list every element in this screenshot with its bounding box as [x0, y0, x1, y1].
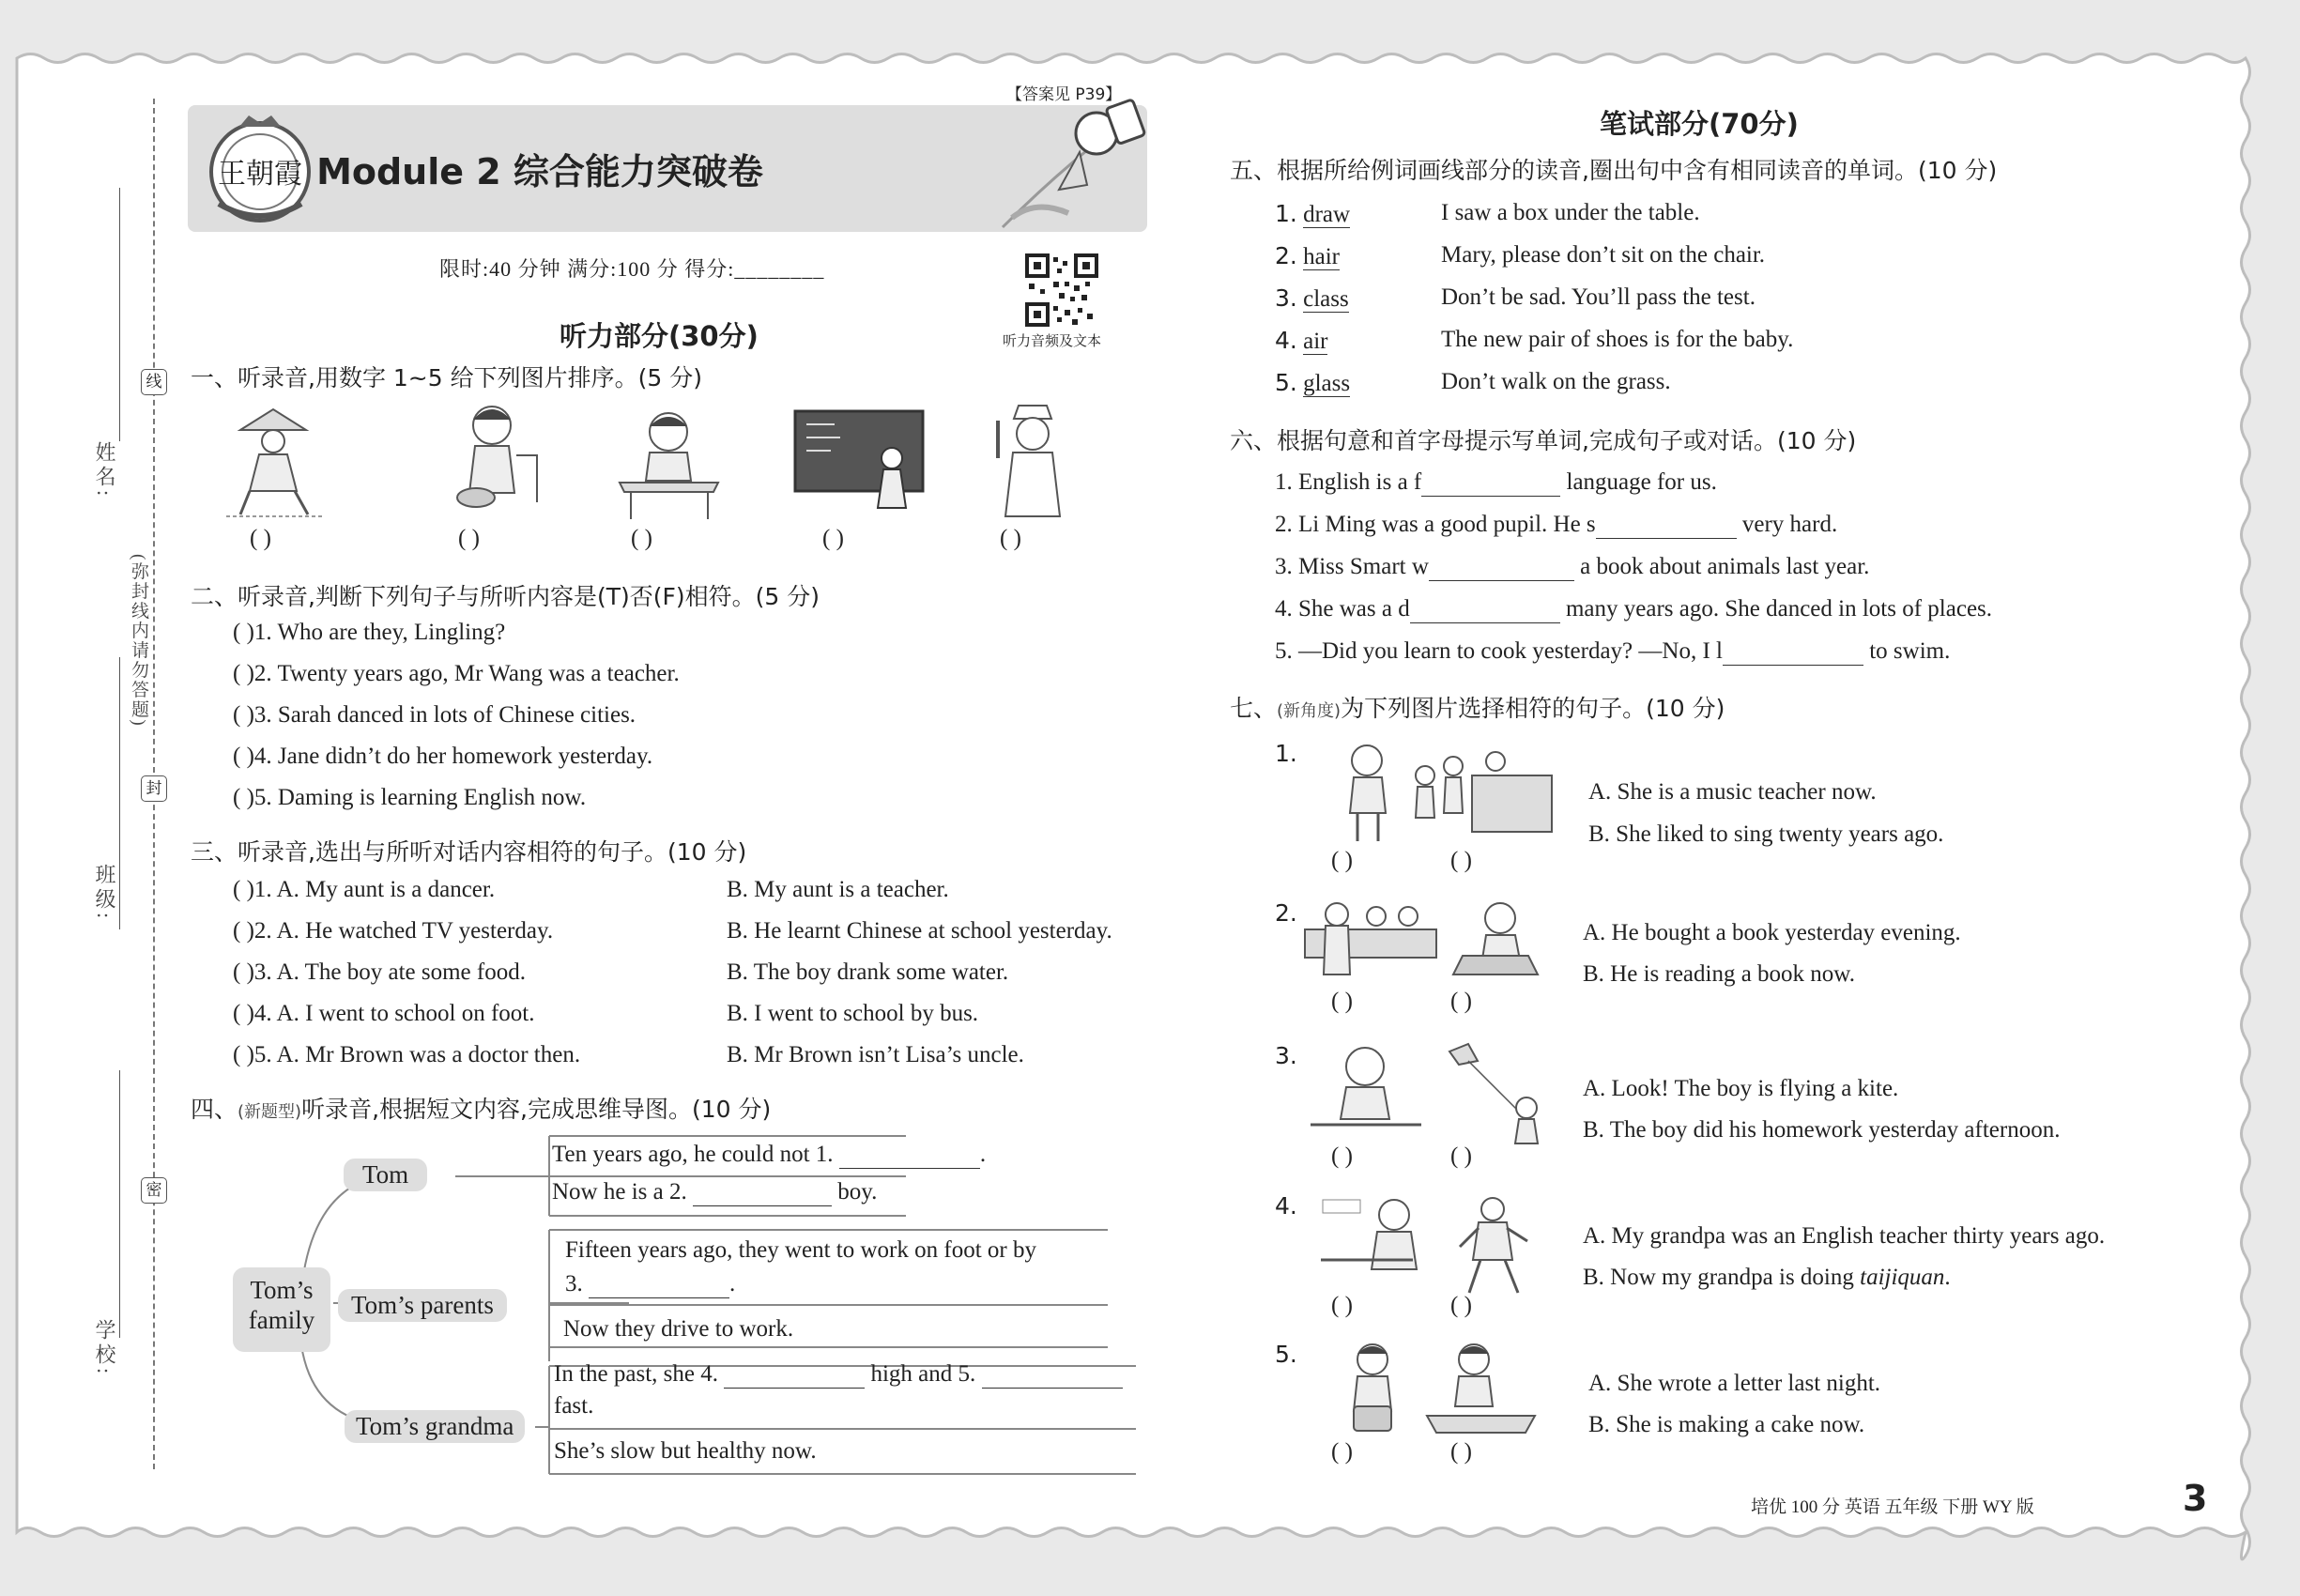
list-item: 4. air	[1275, 327, 1328, 354]
sentence[interactable]: Don’t be sad. You’ll pass the test.	[1441, 284, 1756, 310]
answer-slot[interactable]: ( )	[1450, 848, 1472, 873]
item-number: 1.	[1275, 740, 1297, 767]
footer-series: 培优 100 分 英语 五年级 下册 WY 版	[1751, 1497, 2034, 1517]
new-angle-tag: (新角度)	[1277, 701, 1342, 721]
item-number: 2.	[1275, 899, 1297, 927]
tom-line-2: Now he is a 2. boy.	[552, 1179, 878, 1205]
exam-meta: 限时:40 分钟 满分:100 分 得分:________	[439, 257, 825, 281]
secret-mark: 密	[141, 1177, 167, 1204]
page-title: Module 2 综合能力突破卷	[316, 151, 763, 192]
blank[interactable]	[1723, 638, 1863, 666]
option-a[interactable]: ( )2. A. He watched TV yesterday.	[233, 918, 554, 944]
grandma-line-2: fast.	[554, 1393, 594, 1419]
picture-farmer	[222, 402, 330, 519]
sentence[interactable]: Don’t walk on the grass.	[1441, 369, 1671, 394]
option-b[interactable]: B. I went to school by bus.	[727, 1001, 979, 1026]
list-item[interactable]: ( )2. Twenty years ago, Mr Wang was a teacher.	[233, 661, 680, 686]
q7-picture-2	[1303, 899, 1542, 979]
option-b[interactable]: B. He learnt Chinese at school yesterday.	[727, 918, 1112, 944]
parents-line-2: 3. .	[565, 1271, 736, 1297]
answer-slot[interactable]: ( )	[250, 526, 271, 551]
list-item: 3. class	[1275, 284, 1349, 312]
blank[interactable]	[1596, 512, 1737, 539]
class-label: 班级:	[93, 864, 116, 923]
fill-item: 5. —Did you learn to cook yesterday? —No, I l to swim.	[1275, 638, 1951, 664]
option-a[interactable]: ( )5. A. Mr Brown was a doctor then.	[233, 1042, 581, 1067]
line-mark: 线	[141, 369, 167, 395]
q2-heading: 二、听录音,判断下列句子与所听内容是(T)否(F)相符。(5 分)	[191, 583, 820, 610]
sentence[interactable]: The new pair of shoes is for the baby.	[1441, 327, 1794, 352]
option-b[interactable]: B. The boy did his homework yesterday afternoon.	[1583, 1117, 2061, 1143]
item-number: 3.	[1275, 1042, 1297, 1069]
list-item: 2. hair	[1275, 242, 1340, 269]
sentence[interactable]: Mary, please don’t sit on the chair.	[1441, 242, 1766, 268]
parents-line-1: Fifteen years ago, they went to work on foot or by	[565, 1237, 1036, 1263]
item-number: 4.	[1275, 1192, 1297, 1220]
answer-slot[interactable]: ( )	[631, 526, 652, 551]
new-type-tag: (新题型)	[238, 1102, 302, 1122]
list-item: 1. draw	[1275, 200, 1351, 227]
q7-picture-4	[1319, 1194, 1549, 1297]
grandma-line-3: She’s slow but healthy now.	[554, 1438, 817, 1464]
blank-5[interactable]	[982, 1361, 1123, 1389]
option-a[interactable]: A. He bought a book yesterday evening.	[1583, 920, 1961, 945]
q5-heading: 五、根据所给例词画线部分的读音,圈出句中含有相同读音的单词。(10 分)	[1230, 157, 1998, 184]
answer-ref: 【答案见 P39】	[1003, 81, 1125, 104]
answer-slot[interactable]: ( )	[1000, 526, 1021, 551]
writing-title: 笔试部分(70分)	[1600, 108, 1799, 140]
answer-slot[interactable]: ( )	[1331, 848, 1353, 873]
seal-notice: (弥封线内请勿答题)	[129, 554, 148, 728]
mascot-illustration	[993, 86, 1162, 232]
option-a[interactable]: A. She is a music teacher now.	[1588, 779, 1877, 805]
grandma-line-1: In the past, she 4. high and 5.	[554, 1361, 1123, 1389]
fill-item: 4. She was a d many years ago. She danced in lots of places.	[1275, 596, 1993, 622]
name-label: 姓名:	[93, 441, 116, 500]
sentence[interactable]: I saw a box under the table.	[1441, 200, 1700, 225]
answer-slot[interactable]: ( )	[1331, 1143, 1353, 1169]
option-b[interactable]: B. The boy drank some water.	[727, 959, 1009, 985]
branch-tom: Tom	[344, 1159, 427, 1191]
answer-slot[interactable]: ( )	[1450, 1143, 1472, 1169]
answer-slot[interactable]: ( )	[1450, 1439, 1472, 1465]
blank-1[interactable]	[839, 1142, 980, 1169]
listening-title: 听力部分(30分)	[560, 320, 759, 352]
answer-slot[interactable]: ( )	[1331, 1439, 1353, 1465]
mindmap-center: Tom’s family	[233, 1267, 330, 1352]
option-b[interactable]: B. Now my grandpa is doing taijiquan.	[1583, 1265, 1951, 1290]
page-number: 3	[2183, 1478, 2208, 1519]
blank-4[interactable]	[724, 1361, 865, 1389]
q7-picture-1	[1331, 738, 1556, 846]
branch-grandma: Tom’s grandma	[345, 1410, 525, 1443]
answer-slot[interactable]: ( )	[1450, 989, 1472, 1014]
parents-line-3: Now they drive to work.	[563, 1316, 794, 1342]
qr-code-icon[interactable]	[1025, 253, 1098, 327]
option-a[interactable]: ( )4. A. I went to school on foot.	[233, 1001, 535, 1026]
option-a[interactable]: A. Look! The boy is flying a kite.	[1583, 1076, 1899, 1101]
picture-teacher-blackboard	[793, 409, 925, 513]
q7-picture-5	[1333, 1341, 1544, 1439]
answer-slot[interactable]: ( )	[822, 526, 844, 551]
option-b[interactable]: B. She is making a cake now.	[1588, 1412, 1865, 1437]
list-item[interactable]: ( )3. Sarah danced in lots of Chinese cities.	[233, 702, 636, 728]
fill-item: 1. English is a f language for us.	[1275, 469, 1717, 495]
tom-line-1: Ten years ago, he could not 1. .	[552, 1142, 987, 1167]
school-label: 学校:	[93, 1319, 116, 1378]
option-b[interactable]: B. Mr Brown isn’t Lisa’s uncle.	[727, 1042, 1024, 1067]
fill-item: 2. Li Ming was a good pupil. He s very hard.	[1275, 512, 1838, 537]
answer-slot[interactable]: ( )	[1331, 1293, 1353, 1318]
q7-picture-3	[1309, 1042, 1549, 1145]
blank[interactable]	[1429, 554, 1574, 581]
item-number: 5.	[1275, 1341, 1297, 1368]
option-b[interactable]: B. My aunt is a teacher.	[727, 877, 949, 902]
picture-nurse	[990, 402, 1075, 519]
option-b[interactable]: B. She liked to sing twenty years ago.	[1588, 821, 1944, 847]
answer-slot[interactable]: ( )	[458, 526, 480, 551]
q3-heading: 三、听录音,选出与所听对话内容相符的句子。(10 分)	[191, 838, 747, 866]
q7-heading: 七、(新角度)为下列图片选择相符的句子。(10 分)	[1230, 695, 1725, 722]
answer-slot[interactable]: ( )	[1331, 989, 1353, 1014]
q6-heading: 六、根据句意和首字母提示写单词,完成句子或对话。(10 分)	[1230, 427, 1857, 454]
option-a[interactable]: A. My grandpa was an English teacher thirty years ago.	[1583, 1223, 2106, 1249]
list-item: 5. glass	[1275, 369, 1351, 396]
blank-2[interactable]	[693, 1179, 832, 1206]
branch-parents: Tom’s parents	[338, 1289, 507, 1322]
q1-heading: 一、听录音,用数字 1~5 给下列图片排序。(5 分)	[191, 364, 702, 391]
list-item[interactable]: ( )5. Daming is learning English now.	[233, 785, 587, 810]
answer-slot[interactable]: ( )	[1450, 1293, 1472, 1318]
list-item[interactable]: ( )1. Who are they, Lingling?	[233, 620, 506, 645]
blank[interactable]	[1410, 596, 1560, 623]
blank-3[interactable]	[589, 1271, 729, 1298]
list-item[interactable]: ( )4. Jane didn’t do her homework yesterday.	[233, 744, 653, 769]
option-b[interactable]: B. He is reading a book now.	[1583, 961, 1855, 987]
seal-mark: 封	[141, 775, 167, 802]
q4-heading: 四、(新题型)听录音,根据短文内容,完成思维导图。(10 分)	[191, 1096, 772, 1123]
picture-girl-cooking	[443, 399, 542, 516]
option-a[interactable]: A. She wrote a letter last night.	[1588, 1371, 1881, 1396]
fill-item: 3. Miss Smart w a book about animals last year.	[1275, 554, 1870, 579]
logo-text: 王朝霞	[218, 158, 302, 191]
blank[interactable]	[1421, 469, 1560, 497]
picture-boy-at-desk	[610, 402, 728, 519]
option-a[interactable]: ( )1. A. My aunt is a dancer.	[233, 877, 496, 902]
option-a[interactable]: ( )3. A. The boy ate some food.	[233, 959, 526, 985]
qr-caption: 听力音频及文本	[1003, 332, 1102, 349]
